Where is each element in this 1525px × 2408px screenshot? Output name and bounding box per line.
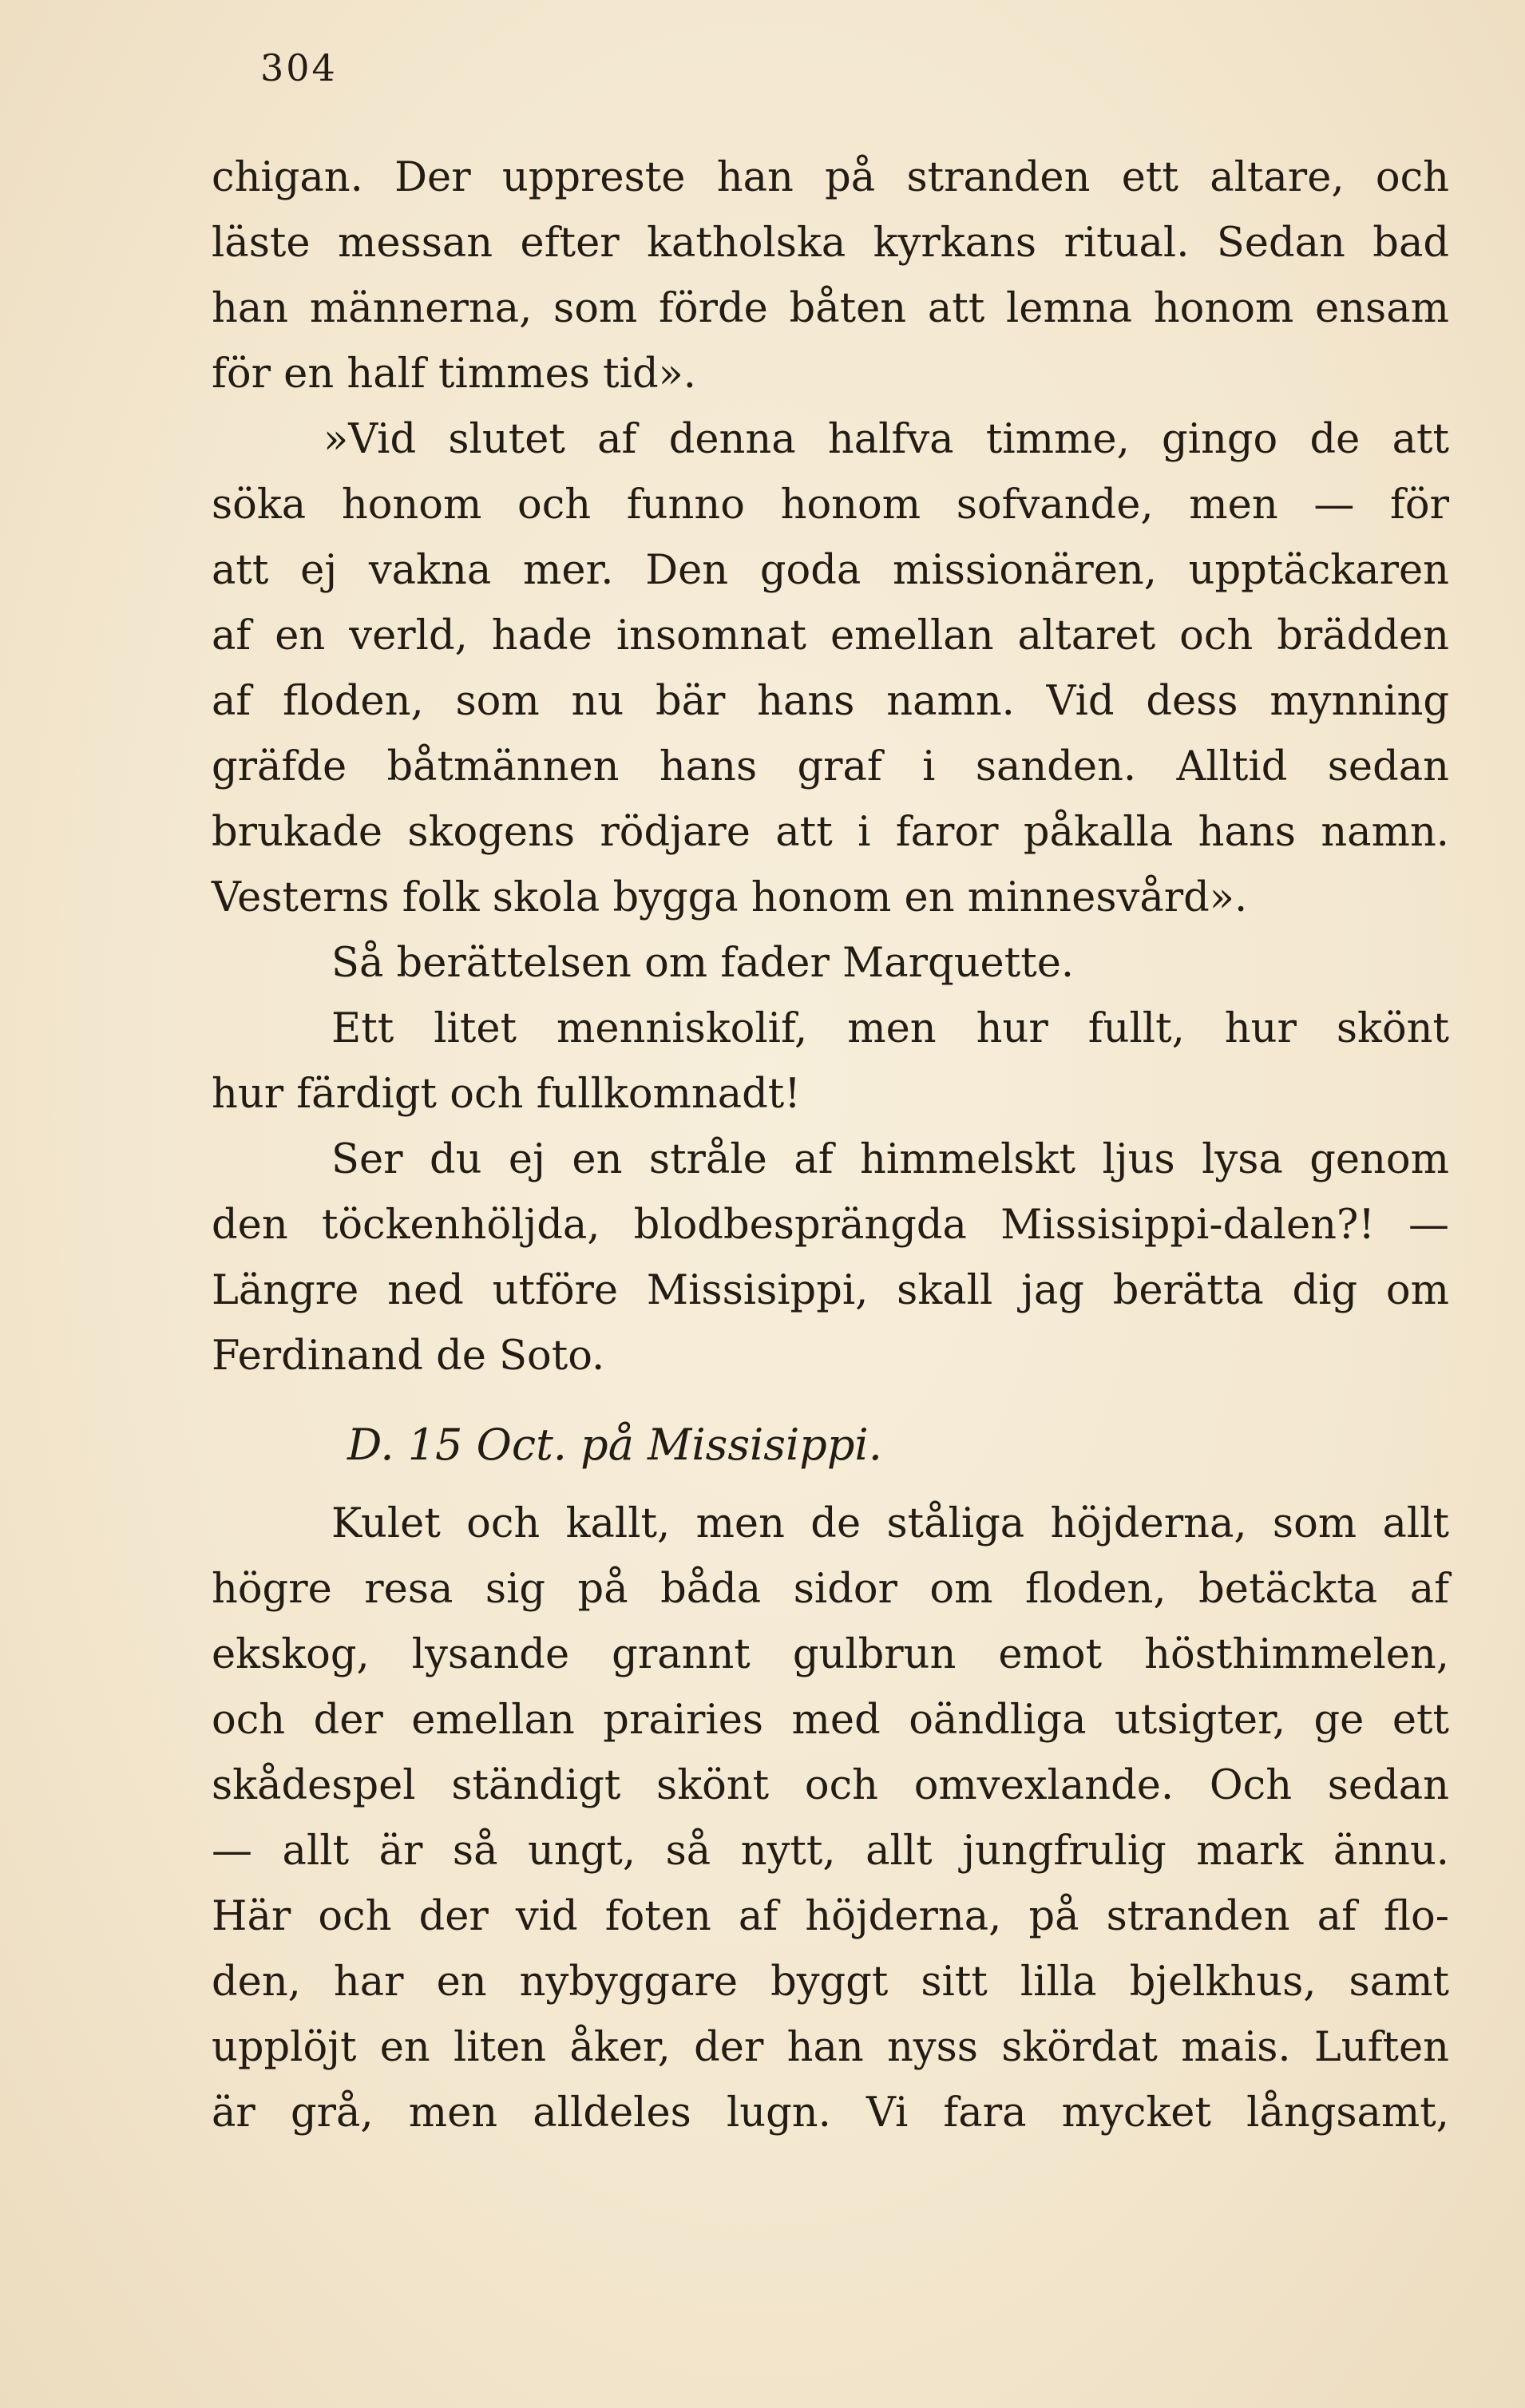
text-line: Vesterns folk skola bygga honom en minnesvård».	[212, 874, 1248, 921]
text-line: Ett litet menniskolif, men hur fullt, hur skönt	[331, 1005, 1449, 1052]
text-line: den, har en nybyggare byggt sitt lilla bjelkhus, samt	[212, 1958, 1449, 2006]
text-line: hur färdigt och fullkomnadt!	[212, 1071, 801, 1118]
body-text	[212, 145, 1449, 2146]
text-line: söka honom och funno honom sofvande, men — för	[212, 481, 1449, 529]
text-line: skådespel ständigt skönt och omvexlande. Och sedan	[212, 1762, 1449, 1809]
text-line: upplöjt en liten åker, der han nyss skördat mais. Luften	[212, 2024, 1449, 2071]
text-line: den töckenhöljda, blodbesprängda Missisippi-dalen?! —	[212, 1202, 1449, 1249]
text-line: läste messan efter katholska kyrkans ritual. Sedan bad	[212, 220, 1449, 267]
text-line: är grå, men alldeles lugn. Vi fara mycket långsamt,	[212, 2089, 1449, 2137]
text-line: och der emellan prairies med oändliga utsigter, ge ett	[212, 1697, 1449, 1744]
text-line: Kulet och kallt, men de ståliga höjderna, som allt	[331, 1500, 1449, 1547]
text-line: brukade skogens rödjare att i faror påkalla hans namn.	[212, 809, 1449, 856]
text-line: Ser du ej en stråle af himmelskt ljus lysa genom	[331, 1136, 1449, 1183]
date-heading: D. 15 Oct. på Missisippi.	[347, 1420, 882, 1470]
spacer	[212, 1389, 1449, 1400]
text-line: af floden, som nu bär hans namn. Vid dess mynning	[212, 678, 1449, 725]
text-line: »Vid slutet af denna halfva timme, gingo de att	[323, 416, 1449, 463]
text-line: Så berättelsen om fader Marquette.	[331, 940, 1075, 987]
spacer	[212, 1480, 1449, 1491]
text-line: Ferdinand de Soto.	[212, 1333, 605, 1380]
text-line: — allt är så ungt, så nytt, allt jungfrulig mark ännu.	[212, 1828, 1449, 1875]
text-line: Längre ned utföre Missisippi, skall jag berätta dig om	[212, 1267, 1449, 1314]
text-line: chigan. Der uppreste han på stranden ett altare, och	[212, 154, 1449, 201]
text-line: gräfde båtmännen hans graf i sanden. Alltid sedan	[212, 743, 1449, 790]
text-line: Här och der vid foten af höjderna, på stranden af flo-	[212, 1893, 1449, 1940]
text-line: af en verld, hade insomnat emellan altaret och brädden	[212, 612, 1449, 659]
text-line: för en half timmes tid».	[212, 351, 697, 398]
text-line: högre resa sig på båda sidor om floden, betäckta af	[212, 1566, 1449, 1613]
page-number: 304	[260, 46, 338, 89]
text-line: han männerna, som förde båten att lemna honom ensam	[212, 285, 1449, 332]
text-line: ekskog, lysande grannt gulbrun emot hösthimmelen,	[212, 1631, 1449, 1678]
text-line: att ej vakna mer. Den goda missionären, upptäckaren	[212, 547, 1449, 594]
